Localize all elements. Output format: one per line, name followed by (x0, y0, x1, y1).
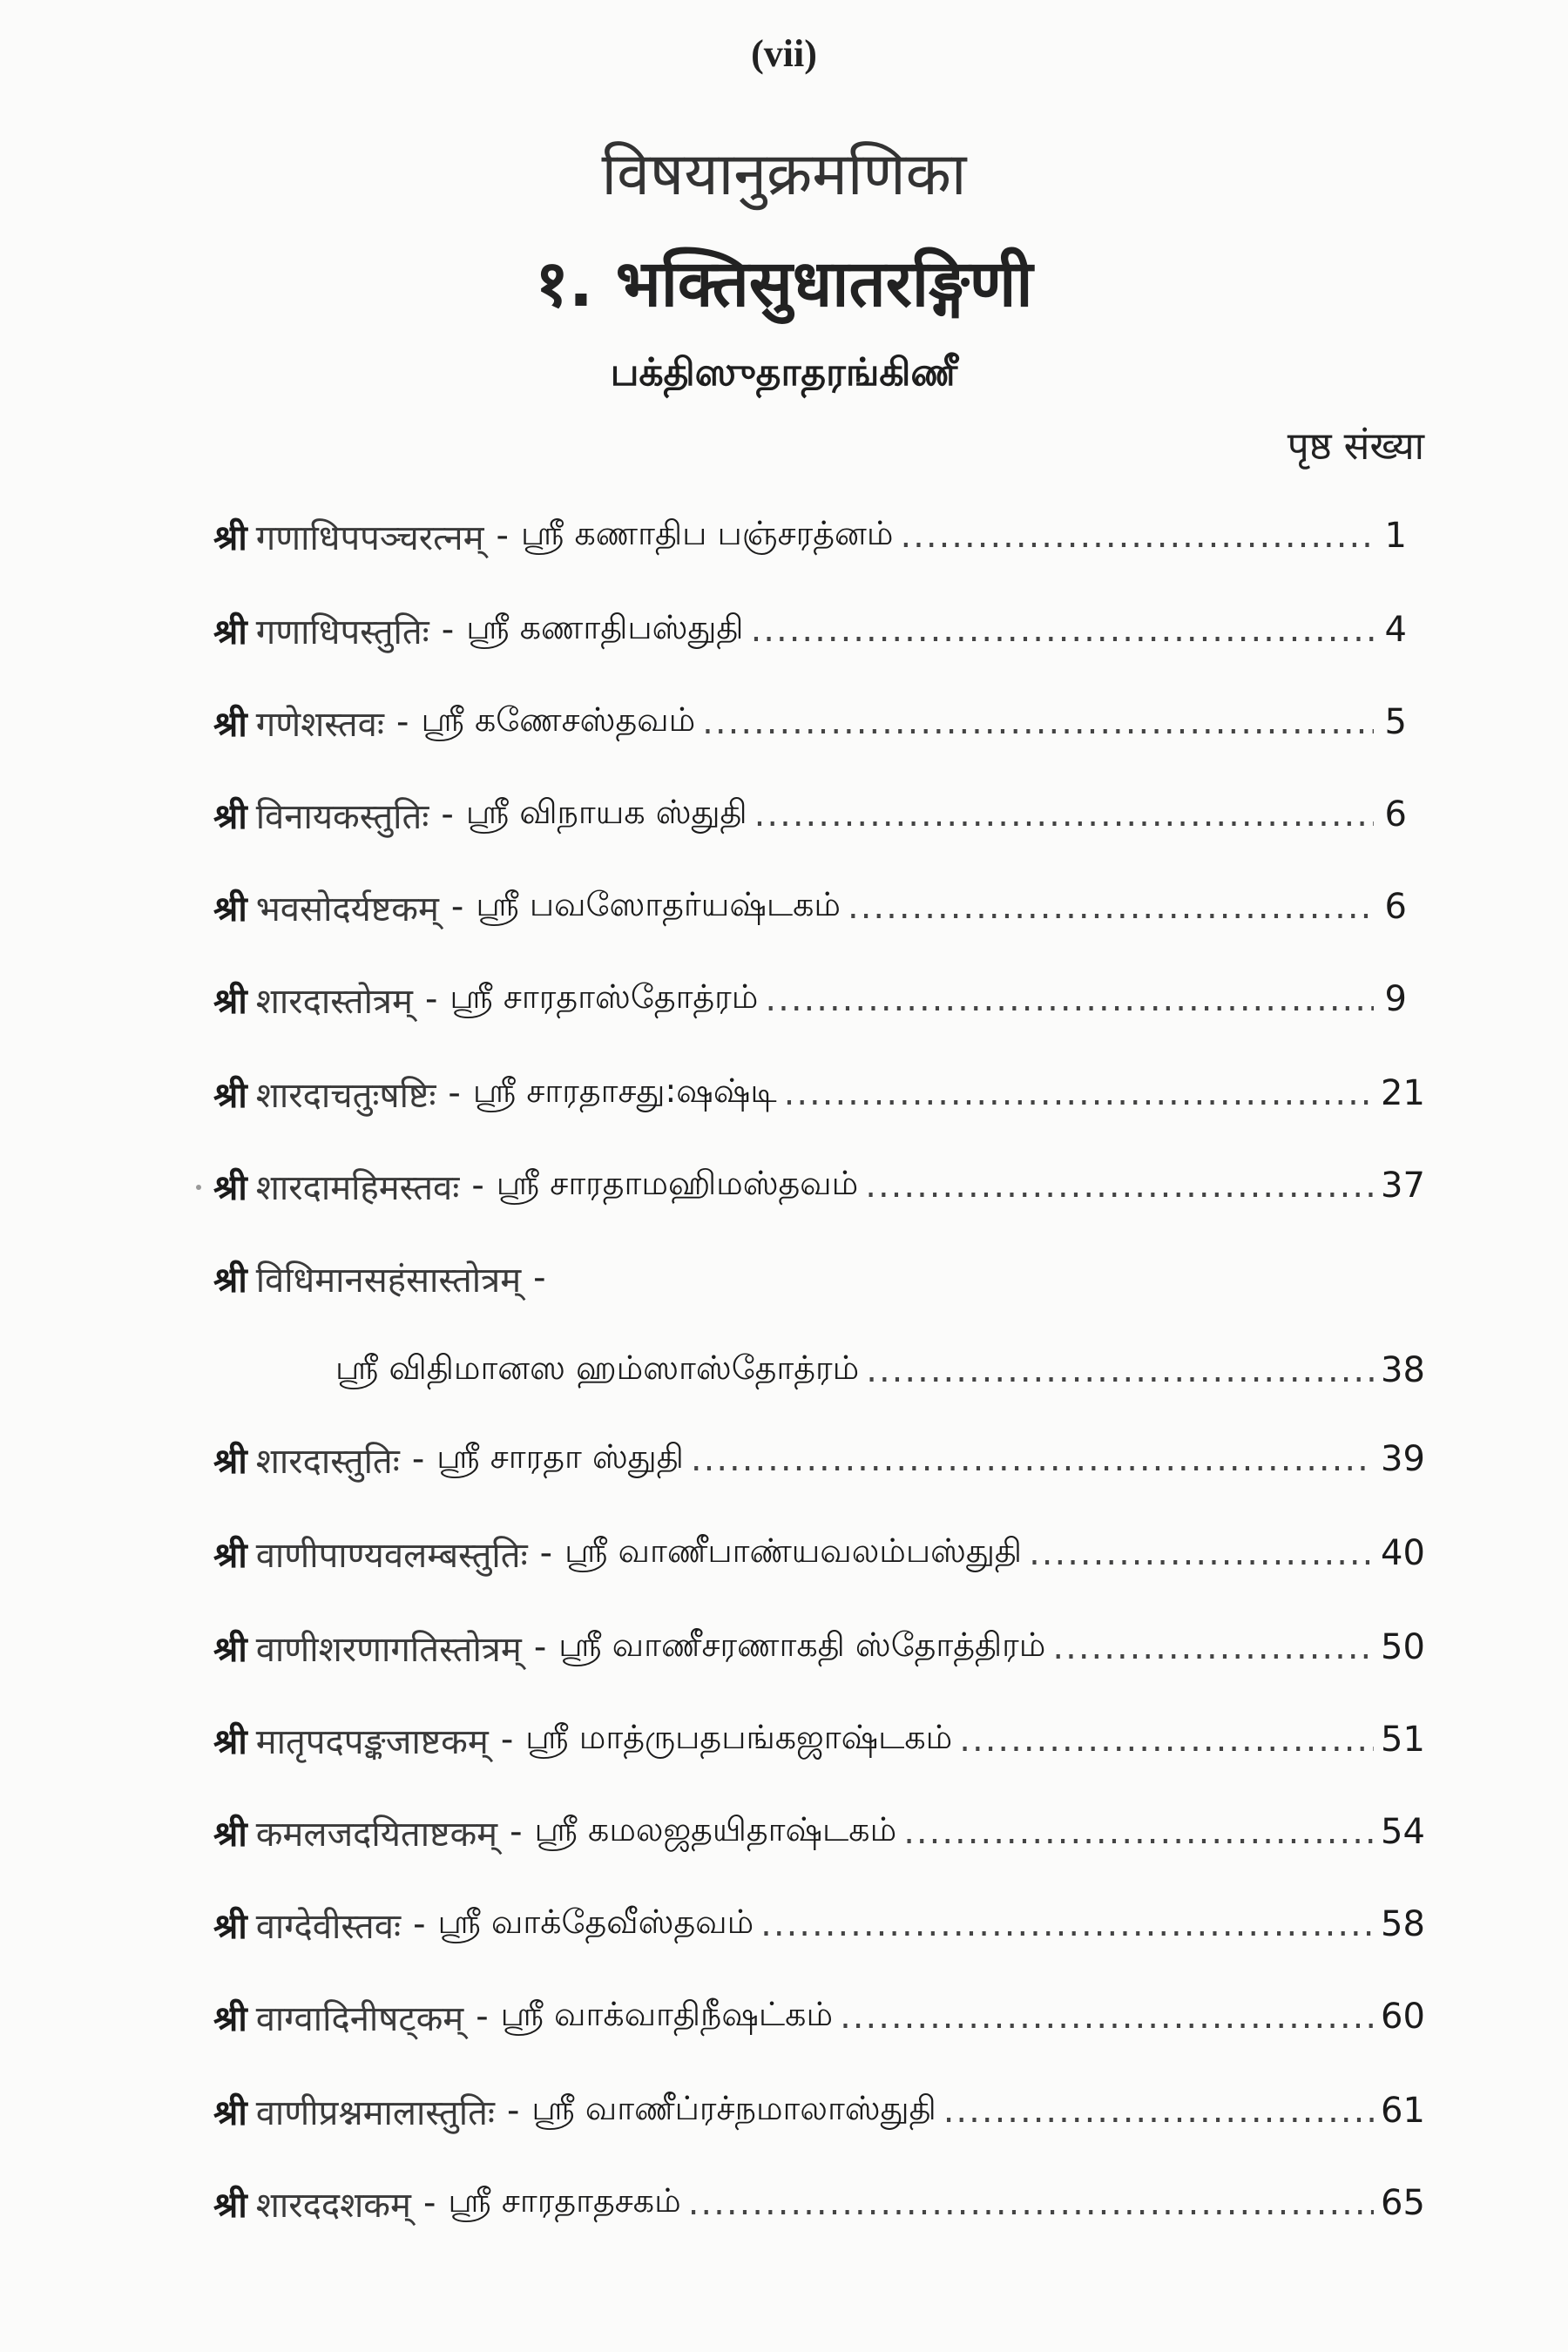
entry-prefix: श्री (213, 1075, 247, 1116)
dot-leader (754, 794, 1374, 835)
entry-title-sanskrit: शारददशकम् (255, 2185, 411, 2226)
entry-separator: - (422, 2183, 436, 2223)
entry-title-tamil: ஸ்ரீ விதிமானஸ ஹம்ஸாஸ்தோத்ரம் (335, 1348, 860, 1387)
entry-page-number: 61 (1381, 2091, 1425, 2131)
entry-page-number: 38 (1381, 1350, 1425, 1390)
entry-prefix: श्री (213, 612, 247, 652)
entry-page-number: 6 (1384, 887, 1407, 927)
entry-title-sanskrit: वाणीशरणागतिस्तोत्रम् (255, 1629, 522, 1670)
entry-prefix: श्री (213, 1721, 247, 1762)
toc-entry (213, 1420, 1425, 1498)
entry-separator: - (450, 887, 464, 927)
entry-prefix: श्री (213, 1535, 247, 1576)
toc-entry (213, 1146, 1425, 1225)
toc-entry (213, 1885, 1425, 1963)
entry-page-number: 37 (1381, 1166, 1425, 1206)
entry-prefix: श्री (213, 981, 247, 1022)
dot-leader (765, 979, 1374, 1019)
toc-entry (213, 1054, 1425, 1132)
entry-separator: - (506, 2091, 520, 2131)
entry-title-sanskrit: वाणीप्रश्नमालास्तुतिः (255, 2092, 495, 2133)
entry-title-sanskrit: गणाधिपपञ्चरत्नम् (255, 517, 484, 558)
entry-separator: - (448, 1073, 461, 1113)
toc-entry (213, 683, 1407, 761)
entry-title-sanskrit: शारदास्तोत्रम् (255, 981, 413, 1022)
entry-prefix: श्री (213, 2185, 247, 2226)
entry-prefix: श्री (213, 2092, 247, 2133)
toc-entry (213, 1700, 1425, 1779)
entry-title-tamil: ஸ்ரீ வாணீசரணாகதி ஸ்தோத்திரம் (558, 1625, 1046, 1664)
toc-entry (213, 2164, 1425, 2242)
entry-page-number: 65 (1381, 2183, 1425, 2223)
toc-entry (213, 1331, 1425, 1409)
entry-prefix: श्री (213, 704, 247, 745)
page-number: (vii) (751, 32, 817, 75)
entry-separator: - (533, 1258, 546, 1298)
entry-title-sanskrit: वाणीपाण्यवलम्बस्तुतिः (255, 1535, 528, 1576)
toc-entry (213, 1239, 1407, 1317)
entry-separator: - (411, 1439, 425, 1479)
entry-title-sanskrit: कमलजदयिताष्टकम् (255, 1814, 498, 1855)
dot-leader (691, 1439, 1374, 1479)
entry-title-tamil: ஸ்ரீ சாரதாஸ்தோத்ரம் (449, 977, 759, 1016)
entry-title-sanskrit: शारदाचतुःषष्टिः (255, 1075, 436, 1116)
dot-leader (1052, 1627, 1374, 1667)
entry-title-tamil: ஸ்ரீ சாரதாசது:ஷஷ்டி (472, 1071, 777, 1110)
entry-page-number: 4 (1384, 610, 1407, 650)
entry-page-number: 50 (1381, 1627, 1425, 1667)
toc-entry (213, 2072, 1425, 2150)
entry-separator: - (533, 1627, 547, 1667)
entry-title-tamil: ஸ்ரீ வாக்தேவீஸ்தவம் (437, 1903, 754, 1941)
scan-speck (196, 1185, 201, 1190)
entry-title-sanskrit: शारदास्तुतिः (255, 1441, 400, 1482)
entry-page-number: 39 (1381, 1439, 1425, 1479)
dot-leader (848, 887, 1374, 927)
entry-page-number: 51 (1381, 1720, 1425, 1760)
toc-entry (213, 960, 1407, 1038)
entry-separator: - (441, 610, 455, 650)
toc-entry (213, 1977, 1425, 2056)
entry-page-number: 58 (1381, 1904, 1425, 1944)
toc-entry (213, 591, 1407, 669)
entry-prefix: श्री (213, 1998, 247, 2039)
entry-separator: - (539, 1533, 553, 1573)
entry-page-number: 9 (1384, 979, 1407, 1019)
entry-title-tamil: ஸ்ரீ கமலஜதயிதாஷ்டகம் (534, 1810, 897, 1848)
page-column-label: पृष्ठ संख्या (1287, 424, 1424, 469)
entry-page-number: 54 (1381, 1812, 1425, 1852)
entry-title-sanskrit: शारदामहिमस्तवः (255, 1167, 460, 1208)
entry-separator: - (396, 702, 409, 742)
dot-leader (903, 1812, 1374, 1852)
entry-title-tamil: ஸ்ரீ வாணீபாண்யவலம்பஸ்துதி (564, 1531, 1023, 1570)
entry-title-tamil: ஸ்ரீ சாரதாமஹிமஸ்தவம் (496, 1164, 859, 1202)
entry-separator: - (476, 1997, 489, 2037)
entry-page-number: 21 (1381, 1073, 1425, 1113)
dot-leader (959, 1720, 1374, 1760)
entry-page-number: 60 (1381, 1997, 1425, 2037)
toc-entry (213, 775, 1407, 854)
dot-leader (865, 1166, 1374, 1206)
entry-title-tamil: ஸ்ரீ கணாதிப பஞ்சரத்னம் (520, 514, 894, 552)
entry-prefix: श्री (213, 889, 247, 929)
entry-prefix: श्री (213, 1441, 247, 1482)
dot-leader (702, 702, 1374, 742)
dot-leader (866, 1350, 1374, 1390)
dot-leader (840, 1997, 1374, 2037)
dot-leader (943, 2091, 1374, 2131)
entry-separator: - (441, 794, 454, 835)
entry-page-number: 5 (1384, 702, 1407, 742)
toc-entry (213, 1608, 1425, 1686)
entry-prefix: श्री (213, 1814, 247, 1855)
toc-entry (213, 1793, 1425, 1871)
entry-prefix: श्री (213, 1629, 247, 1670)
entry-title-tamil: ஸ்ரீ சாரதாதசகம் (448, 2181, 681, 2220)
entry-title-tamil: ஸ்ரீ பவஸோதர்யஷ்டகம் (476, 885, 841, 923)
entry-separator: - (413, 1904, 426, 1944)
section-title-tamil: பக்திஸுதாதரங்கிணீ (610, 350, 958, 395)
entry-prefix: श्री (213, 517, 247, 558)
entry-prefix: श्री (213, 1167, 247, 1208)
entry-separator: - (510, 1812, 523, 1852)
entry-title-sanskrit: मातृपदपङ्कजाष्टकम् (255, 1721, 489, 1762)
entry-title-tamil: ஸ்ரீ கணேசஸ்தவம் (421, 700, 696, 739)
entry-page-number: 1 (1384, 516, 1407, 556)
entry-title-sanskrit: वाग्वादिनीषट्कम् (255, 1998, 464, 2039)
entry-title-sanskrit: भवसोदर्यष्टकम् (255, 889, 439, 929)
contents-heading: विषयानुक्रमणिका (601, 140, 967, 209)
dot-leader (900, 516, 1374, 556)
entry-separator: - (496, 516, 509, 556)
entry-title-tamil: ஸ்ரீ வாக்வாதிநீஷட்கம் (500, 1995, 834, 2033)
entry-title-tamil: ஸ்ரீ வாணீப்ரச்நமாலாஸ்துதி (531, 2089, 936, 2127)
dot-leader (784, 1073, 1374, 1113)
entry-title-tamil: ஸ்ரீ கணாதிபஸ்துதி (466, 608, 744, 646)
entry-prefix: श्री (213, 796, 247, 837)
section-title: १. भक्तिसुधातरङ्गिणी (535, 247, 1033, 321)
entry-separator: - (500, 1720, 514, 1760)
entry-prefix: श्री (213, 1906, 247, 1947)
entry-title-sanskrit: वाग्देवीस्तवः (255, 1906, 402, 1947)
entry-page-number: 6 (1384, 794, 1407, 835)
entry-page-number: 40 (1381, 1533, 1425, 1573)
dot-leader (688, 2183, 1374, 2223)
entry-title-sanskrit: गणेशस्तवः (255, 704, 385, 745)
toc-entry (213, 868, 1407, 946)
entry-separator: - (424, 979, 438, 1019)
dot-leader (760, 1904, 1374, 1944)
entry-title-tamil: ஸ்ரீ சாரதா ஸ்துதி (436, 1437, 684, 1476)
entry-separator: - (471, 1166, 484, 1206)
toc-entry (213, 497, 1407, 575)
dot-leader (751, 610, 1374, 650)
entry-title-tamil: ஸ்ரீ விநாயக ஸ்துதி (465, 793, 747, 831)
entry-title-sanskrit: विनायकस्तुतिः (255, 796, 429, 837)
dot-leader (1029, 1533, 1374, 1573)
entry-title-sanskrit: विधिमानसहंसास्तोत्रम् (255, 1260, 522, 1301)
entry-title-sanskrit: गणाधिपस्तुतिः (255, 612, 429, 652)
entry-title-tamil: ஸ்ரீ மாத்ருபதபங்கஜாஷ்டகம் (525, 1718, 953, 1756)
toc-entry (213, 1514, 1425, 1592)
entry-prefix: श्री (213, 1260, 247, 1301)
